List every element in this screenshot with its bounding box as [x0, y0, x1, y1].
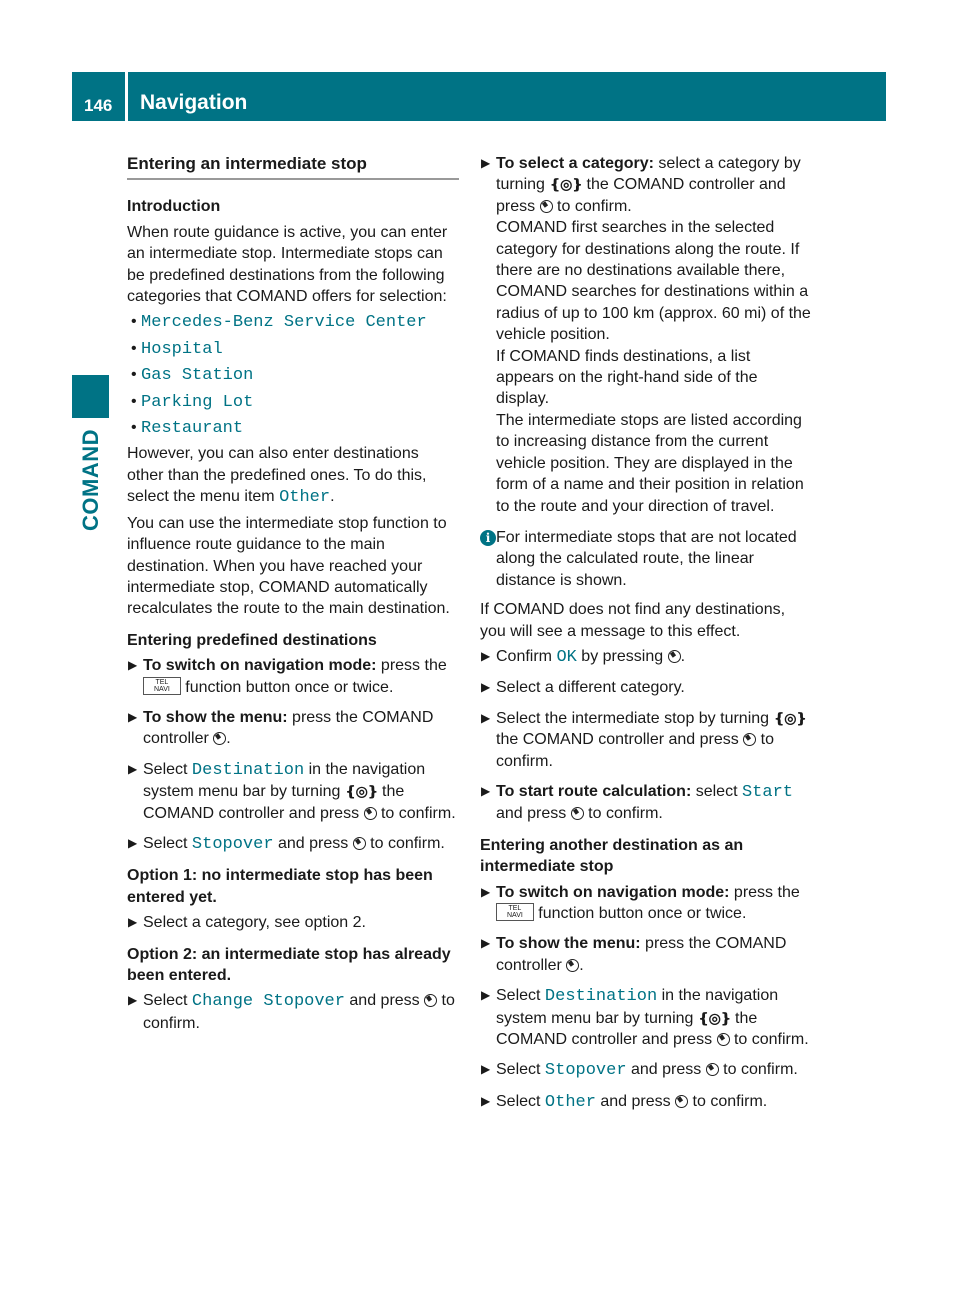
text: Option 2: an intermediate stop has already been entered. — [127, 945, 451, 984]
text: Select the intermediate stop by turning — [496, 709, 774, 727]
instruction-step — [127, 707, 459, 750]
bullet-dot-icon: • — [131, 313, 142, 331]
text: You can use the intermediate stop function to influence route guidance to the main destination. When you have reached your intermediate stop, COMAND automatically recalculates the route to the main destination. — [127, 514, 450, 618]
text: Select — [496, 1061, 545, 1079]
instruction-step — [480, 933, 812, 976]
text: Select — [496, 987, 545, 1005]
step-arrow-icon: ▶ — [128, 709, 138, 724]
step-arrow-icon: ▶ — [128, 658, 138, 673]
text: Entering another destination as an intermediate stop — [480, 836, 744, 876]
bullet-item — [127, 364, 459, 386]
text: and press — [626, 1061, 706, 1079]
menu-item-name: Change Stopover — [191, 992, 345, 1012]
turn-controller-icon: ❴◎❵ — [773, 709, 807, 726]
instruction-step — [480, 1091, 812, 1113]
text: to confirm. — [688, 1092, 768, 1110]
step-arrow-icon: ▶ — [128, 915, 138, 930]
subheading — [480, 835, 812, 878]
press-controller-icon — [571, 807, 584, 820]
text: and press — [344, 992, 425, 1010]
text: to confirm. — [718, 1061, 798, 1079]
text: If COMAND does not find any destinations, you will see a message to this effect. — [480, 601, 786, 640]
text: Select a category, see option 2. — [143, 914, 366, 932]
text: and press — [496, 805, 571, 823]
paragraph — [127, 222, 459, 308]
text: function button once or twice. — [180, 678, 394, 696]
text: press the COMAND controller — [496, 935, 787, 974]
turn-controller-icon: ❴◎❵ — [697, 1009, 731, 1026]
text: Confirm — [496, 647, 557, 665]
side-tab-marker — [72, 375, 109, 418]
text: press the COMAND controller — [143, 708, 434, 748]
text: the COMAND controller and press — [496, 1009, 758, 1049]
instruction-step — [480, 153, 812, 517]
section-heading — [127, 153, 459, 180]
instruction-step — [127, 759, 459, 824]
instruction-step — [480, 646, 812, 668]
text: For intermediate stops that are not located along the calculated route, the linear distance is shown. — [496, 528, 797, 589]
text: and press — [595, 1092, 676, 1110]
text: and press — [273, 834, 353, 852]
text: to confirm. — [496, 731, 774, 770]
menu-item-name: Stopover — [544, 1061, 627, 1081]
side-tab — [72, 430, 109, 530]
navi-label: NAVI — [154, 685, 170, 693]
bullet-item — [127, 391, 459, 413]
press-controller-icon — [743, 733, 756, 746]
text: press the — [729, 883, 800, 901]
press-controller-icon — [706, 1063, 719, 1076]
text: Entering an intermediate stop — [127, 154, 367, 173]
step-arrow-icon: ▶ — [481, 648, 491, 663]
press-controller-icon — [213, 732, 226, 745]
tel-label: TEL — [155, 678, 169, 686]
step-arrow-icon: ▶ — [481, 1062, 491, 1077]
tel-label: TEL — [508, 905, 522, 912]
text: in the navigation system menu bar by turning — [143, 760, 426, 801]
text: If COMAND finds destinations, a list appears on the right-hand side of the display. — [496, 347, 758, 408]
text: the COMAND controller and press — [496, 731, 744, 749]
text: select — [691, 782, 742, 800]
text: to confirm. — [143, 992, 455, 1032]
subheading — [127, 630, 459, 651]
text: Select — [143, 834, 192, 852]
press-controller-icon — [675, 1095, 688, 1108]
bold-label: To switch on navigation mode: — [143, 657, 377, 675]
step-arrow-icon: ▶ — [481, 783, 491, 798]
step-arrow-icon: ▶ — [481, 884, 491, 899]
bullet-item — [127, 417, 459, 439]
paragraph — [127, 443, 459, 508]
text: However, you can also enter destinations other than the predefined ones. To do this, select the menu item — [127, 445, 427, 506]
text: the COMAND controller and press — [143, 783, 405, 822]
text: to confirm. — [376, 804, 456, 822]
menu-item-name: Restaurant — [141, 419, 244, 439]
page-number: 146 — [72, 72, 125, 121]
step-arrow-icon: ▶ — [481, 936, 491, 951]
step-arrow-icon: ▶ — [481, 710, 491, 725]
press-controller-icon — [717, 1033, 730, 1046]
instruction-step — [127, 912, 459, 933]
press-controller-icon — [566, 959, 579, 972]
text: to confirm. — [365, 834, 445, 852]
menu-item-name: Hospital — [141, 339, 223, 359]
step-arrow-icon: ▶ — [128, 835, 138, 850]
chapter-title: Navigation — [128, 72, 886, 121]
turn-controller-icon: ❴◎❵ — [344, 783, 378, 800]
press-controller-icon — [424, 994, 437, 1007]
bullet-dot-icon: • — [131, 339, 142, 357]
bold-label: To select a category: — [496, 155, 654, 172]
instruction-step — [127, 990, 459, 1034]
bullet-dot-icon: • — [131, 419, 142, 437]
text: to confirm. — [552, 197, 632, 215]
menu-item-name: Mercedes-Benz Service Center — [141, 313, 427, 333]
instruction-step — [480, 882, 812, 925]
bold-label: To start route calculation: — [496, 782, 692, 800]
instruction-step — [127, 833, 459, 855]
info-note — [480, 527, 812, 591]
instruction-step — [480, 781, 812, 825]
text: Select — [143, 760, 192, 778]
bullet-item — [127, 311, 459, 333]
step-arrow-icon: ▶ — [481, 680, 491, 695]
text: Entering predefined destinations — [127, 631, 377, 649]
text: in the navigation system menu bar by turning — [496, 987, 779, 1027]
subheading — [127, 196, 459, 217]
text: . — [330, 488, 335, 506]
turn-controller-icon: ❴◎❵ — [549, 176, 583, 193]
text: . — [226, 730, 231, 748]
instruction-step — [480, 677, 812, 698]
paragraph — [127, 513, 459, 620]
text: Select a different category. — [496, 679, 685, 697]
instruction-step — [127, 655, 459, 698]
tel-navi-button-icon — [496, 903, 534, 921]
instruction-step — [480, 1059, 812, 1081]
press-controller-icon — [353, 837, 366, 850]
subheading — [127, 944, 459, 987]
step-arrow-icon: ▶ — [481, 988, 491, 1003]
menu-item-name: Destination — [191, 760, 305, 780]
bold-label: To switch on navigation mode: — [496, 883, 730, 901]
step-arrow-icon: ▶ — [128, 993, 138, 1008]
bullet-item — [127, 338, 459, 360]
bullet-dot-icon: • — [131, 392, 142, 410]
menu-item-name: Other — [279, 488, 331, 508]
menu-item-name: Parking Lot — [141, 392, 254, 412]
bullet-dot-icon: • — [131, 366, 142, 384]
step-arrow-icon: ▶ — [481, 1093, 491, 1108]
menu-item-name: Gas Station — [141, 366, 254, 386]
text: Select — [143, 992, 192, 1010]
press-controller-icon — [364, 807, 377, 820]
text: Option 1: no intermediate stop has been entered yet. — [127, 867, 433, 906]
menu-item-name: OK — [556, 647, 577, 667]
menu-item-name: Stopover — [191, 834, 274, 854]
subheading — [127, 865, 459, 908]
text: COMAND first searches in the selected category for destinations along the route. If there are no destinations available there, COMAND searches for destinations within a radius of up to 100 km (approx. 60 mi) of the vehicle position. — [496, 219, 811, 344]
tel-navi-button-icon — [143, 677, 181, 695]
text: When route guidance is active, you can enter an intermediate stop. Intermediate stops can be predefined destinations from the following categories that COMAND offers for selection: — [127, 223, 448, 306]
text: . — [680, 647, 686, 665]
navi-label: NAVI — [507, 912, 523, 919]
instruction-step — [480, 708, 812, 772]
info-icon: i — [480, 530, 496, 546]
menu-item-name: Start — [741, 782, 793, 802]
text: select a category by turning — [496, 155, 801, 194]
side-tab-label: COMAND — [77, 429, 103, 531]
text: to confirm. — [583, 805, 663, 823]
text: The intermediate stops are listed according to increasing distance from the current vehicle position. They are displayed in the form of a name and their position in relation to the route and your direction of travel. — [496, 411, 804, 515]
press-controller-icon — [668, 650, 681, 663]
text: the COMAND controller and press — [496, 176, 786, 215]
text: Introduction — [127, 198, 221, 216]
text: press the — [376, 657, 447, 675]
right-column — [480, 153, 812, 1122]
left-column — [127, 153, 459, 1043]
text: by pressing — [576, 647, 668, 665]
paragraph — [480, 599, 812, 642]
menu-item-name: Other — [544, 1092, 596, 1112]
text: . — [579, 956, 584, 974]
bold-label: To show the menu: — [496, 935, 641, 953]
bold-label: To show the menu: — [143, 708, 288, 726]
instruction-step — [480, 985, 812, 1050]
press-controller-icon — [540, 200, 553, 213]
text: Select — [496, 1092, 545, 1110]
step-arrow-icon: ▶ — [128, 761, 138, 776]
text: function button once or twice. — [533, 905, 747, 922]
step-arrow-icon: ▶ — [481, 156, 491, 170]
menu-item-name: Destination — [544, 987, 658, 1007]
text: to confirm. — [729, 1031, 809, 1049]
